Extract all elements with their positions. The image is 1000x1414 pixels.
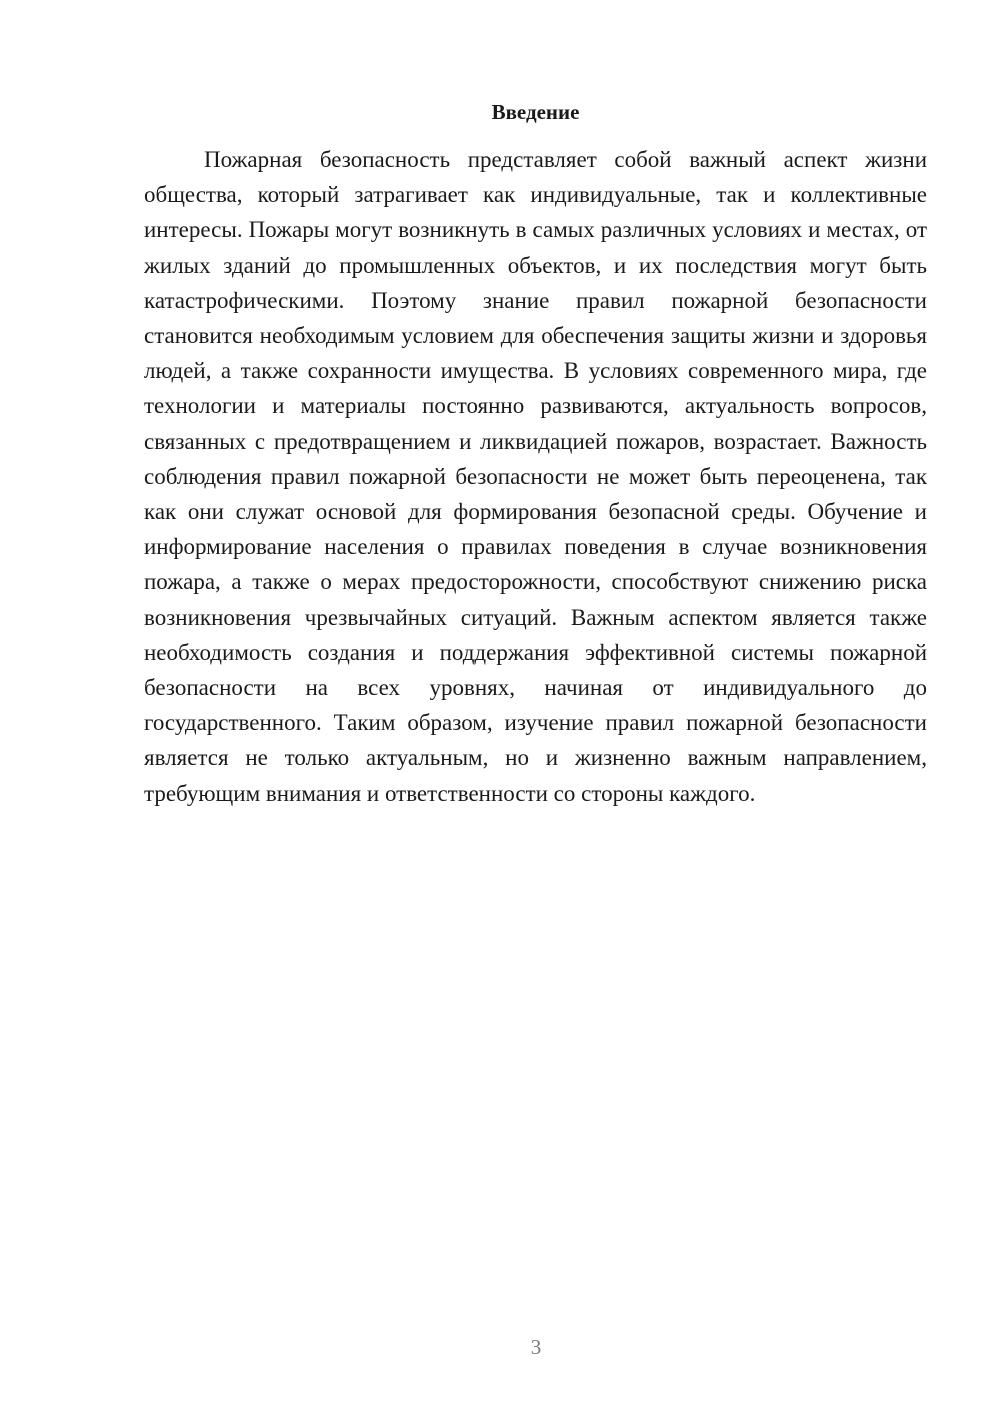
page-number: 3 xyxy=(530,1335,542,1359)
section-heading: Введение xyxy=(491,100,580,124)
body-paragraph: Пожарная безопасность представляет собой важный аспект жизни общества, который затрагивает как индивидуальные, так и коллективные интересы. Пожары могут возникнуть в самых различных условиях и местах, от жилых зданий до промышленных объектов, и их последствия могут быть катастрофическими. Поэтому знание правил пожарной безопасности становится необходимым условием для обеспечения защиты жизни и здоровья людей, а также сохранности имущества. В условиях современного мира, где технологии и материалы постоянно развиваются, актуальность вопросов, связанных с предотвращением и ликвидацией пожаров, возрастает. Важность соблюдения правил пожарной безопасности не может быть переоценена, так как они служат основой для формирования безопасной среды. Обучение и информирование населения о правилах поведения в случае возникновения пожара, а также о мерах предосторожности, способствуют снижению риска возникновения чрезвычайных ситуаций. Важным аспектом является также необходимость создания и поддержания эффективной системы пожарной безопасности на всех уровнях, начиная от индивидуального до государственного. Таким образом, изучение правил пожарной безопасности является не только актуальным, но и жизненно важным направлением, требующим внимания и ответственности со стороны каждого. xyxy=(144,147,927,806)
